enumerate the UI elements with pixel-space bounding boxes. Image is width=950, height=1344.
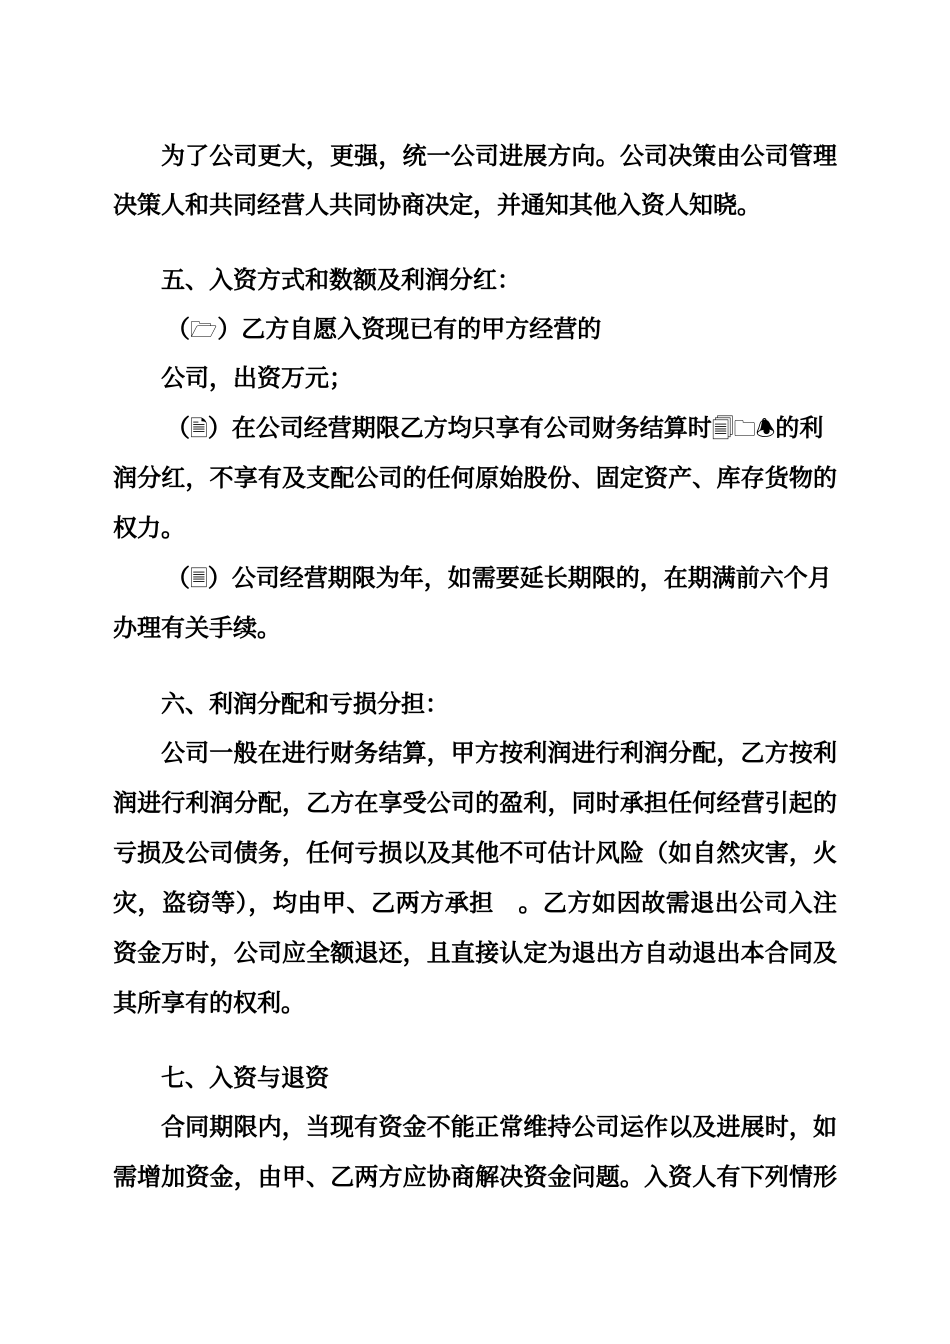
- paragraph-line: 决策人和共同经营人共同协商决定，并通知其他入资人知晓。: [113, 191, 761, 219]
- paragraph-line: 其所享有的权利。: [113, 989, 305, 1017]
- item-text-end: 的利: [775, 414, 824, 442]
- item-text: ）乙方自愿入资现已有的甲方经营的: [217, 315, 602, 343]
- item-open-paren: （: [166, 564, 190, 592]
- item-open-paren: （: [166, 315, 190, 343]
- paragraph-line: 灾，盗窃等），均由甲、乙两方承担 。乙方如因故需退出公司入注: [113, 889, 837, 917]
- paragraph-line: 资金万时，公司应全额退还，且直接认定为退出方自动退出本合同及: [113, 939, 837, 967]
- paragraph-line: 为了公司更大，更强，统一公司进展方向。公司决策由公司管理: [161, 142, 837, 170]
- paragraph-line: 权力。: [113, 514, 185, 542]
- folder-icon: 🗁: [190, 318, 218, 343]
- section-heading-6: 六、利润分配和亏损分担：: [161, 690, 449, 718]
- paragraph-line: 需增加资金，由甲、乙两方应协商解决资金问题。入资人有下列情形: [113, 1163, 837, 1191]
- list-item-3: [166, 562, 837, 596]
- list-item-2: [166, 412, 837, 446]
- paragraph-line: 办理有关手续。: [113, 614, 281, 642]
- list-item-1-continuation: 公司，出资万元；: [161, 364, 353, 392]
- item-text: ）公司经营期限为年，如需要延长期限的，在期满前六个月: [207, 564, 832, 592]
- item-open-paren: （: [166, 414, 190, 442]
- list-item-1: [166, 313, 837, 347]
- paragraph-line: 公司一般在进行财务结算，甲方按利润进行利润分配，乙方按利: [161, 739, 837, 767]
- paragraph-line: 合同期限内，当现有资金不能正常维持公司运作以及进展时，如: [161, 1113, 837, 1141]
- document-icon: 🗎: [190, 417, 208, 442]
- paragraph-line: 亏损及公司债务，任何亏损以及其他不可估计风险（如自然灾害，火: [113, 839, 837, 867]
- item-text: ）在公司经营期限乙方均只享有公司财务结算时: [207, 414, 712, 442]
- paragraph-line: 润分红，不享有及支配公司的任何原始股份、固定资产、库存货物的: [113, 464, 837, 492]
- symbol-glyphs-icon: 🗐🗀🕭: [711, 417, 776, 442]
- section-heading-7: 七、入资与退资: [161, 1064, 329, 1092]
- section-heading-5: 五、入资方式和数额及利润分红：: [161, 266, 521, 294]
- notepad-icon: 🗏: [190, 567, 208, 592]
- paragraph-line: 润进行利润分配，乙方在享受公司的盈利，同时承担任何经营引起的: [113, 789, 837, 817]
